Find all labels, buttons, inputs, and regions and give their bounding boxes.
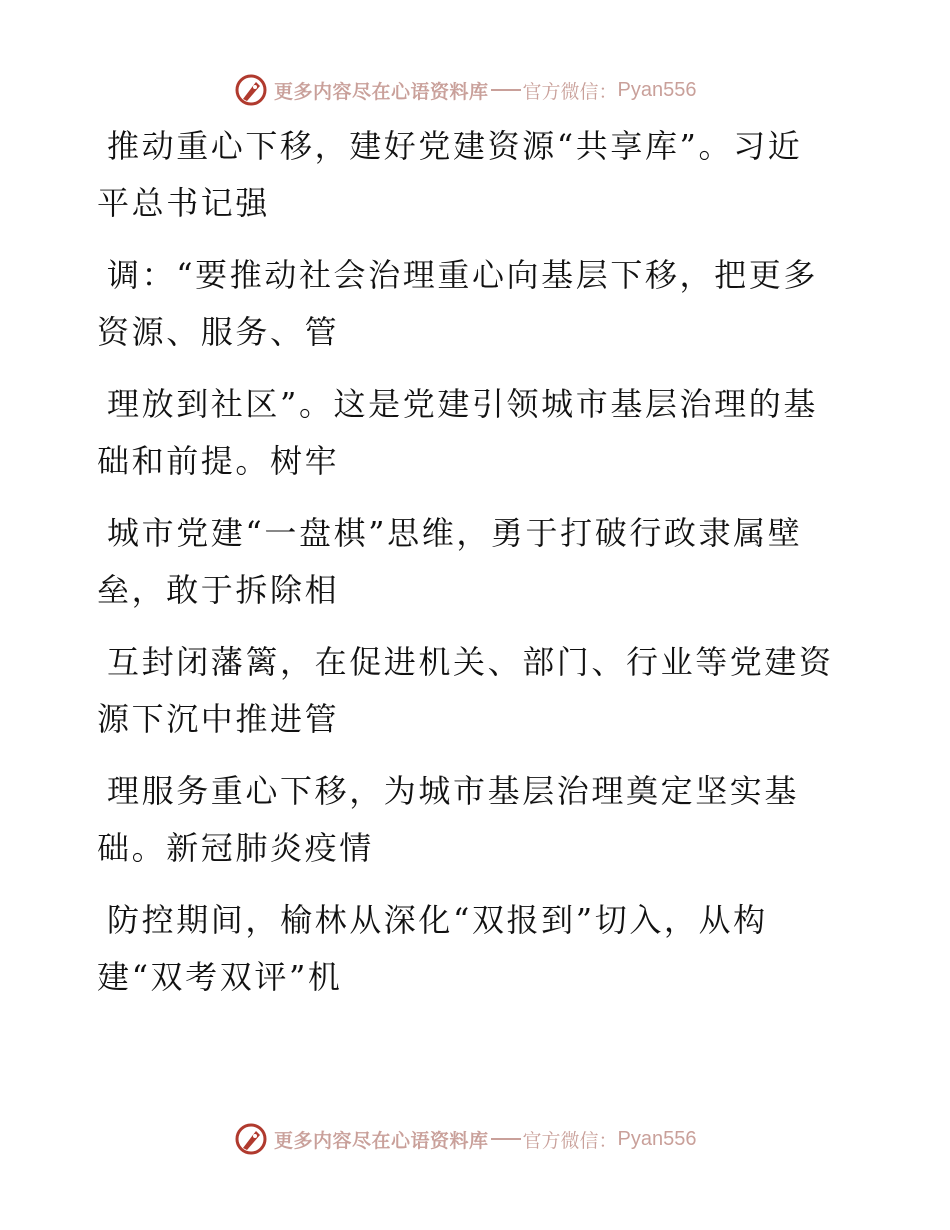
banner-wechat-id: Pyan556 — [617, 78, 697, 101]
text-line: 互封闭藩篱，在促进机关、部门、行业等党建资 — [107, 643, 834, 681]
paragraph — [97, 634, 837, 748]
paragraph — [97, 505, 837, 619]
banner-wechat-id: Pyan556 — [617, 1127, 697, 1150]
paragraph — [97, 892, 837, 1006]
text-line: 城市党建“一盘棋”思维，勇于打破行政隶属壁 — [107, 514, 803, 552]
banner-dash-separator — [491, 1138, 521, 1140]
paragraph — [97, 763, 837, 877]
banner-wechat-label: 官方微信： — [522, 1129, 618, 1152]
text-line: 建“双考双评”机 — [97, 958, 343, 996]
paragraph — [97, 118, 837, 232]
pen-nib-logo-icon — [234, 73, 268, 107]
footer-watermark-banner — [234, 1121, 754, 1157]
text-line: 推动重心下移，建好党建资源“共享库”。习近 — [107, 127, 803, 165]
text-line: 垒，敢于拆除相 — [97, 571, 340, 609]
banner-wechat-label: 官方微信： — [522, 80, 618, 103]
banner-dash-separator — [491, 89, 521, 91]
text-line: 础。新冠肺炎疫情 — [97, 829, 374, 867]
text-line: 理服务重心下移，为城市基层治理奠定坚实基 — [107, 772, 800, 810]
text-line: 防控期间，榆林从深化“双报到”切入，从构 — [107, 901, 768, 939]
banner-text: 更多内容尽在心语资料库 — [274, 1129, 489, 1152]
text-line: 调：“要推动社会治理重心向基层下移，把更多 — [107, 256, 818, 294]
text-line: 平总书记强 — [97, 184, 271, 222]
header-watermark-banner — [234, 72, 754, 108]
text-line: 资源、服务、管 — [97, 313, 340, 351]
paragraph — [97, 247, 837, 361]
text-line: 础和前提。树牢 — [97, 442, 340, 480]
text-line: 源下沉中推进管 — [97, 700, 340, 738]
document-body — [97, 118, 837, 1021]
text-line: 理放到社区”。这是党建引领城市基层治理的基 — [107, 385, 818, 423]
banner-text: 更多内容尽在心语资料库 — [274, 80, 489, 103]
paragraph — [97, 376, 837, 490]
pen-nib-logo-icon — [234, 1122, 268, 1156]
